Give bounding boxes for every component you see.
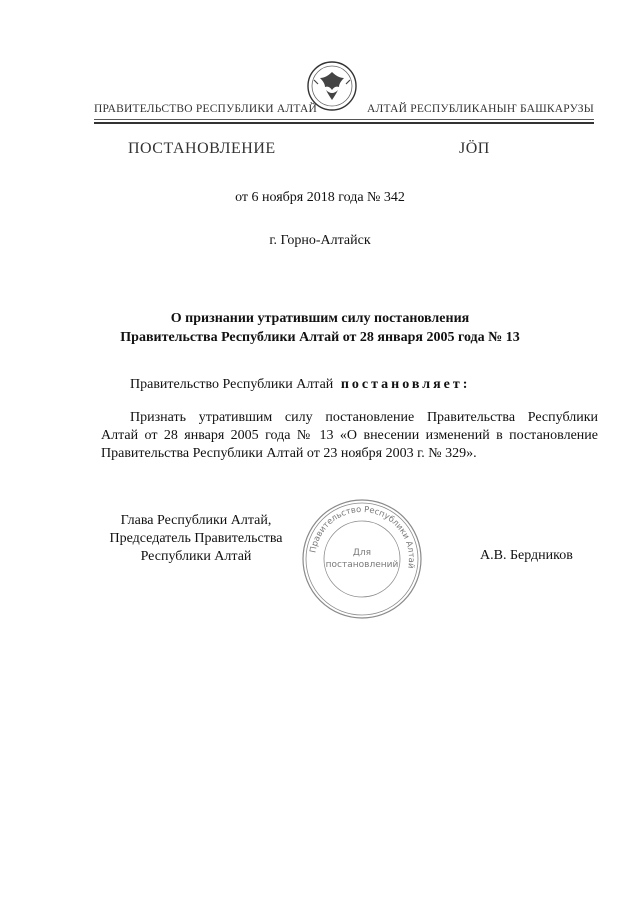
preamble [130, 377, 470, 393]
title-line: Правительства Республики Алтай от 28 января 2005 года № 13 [120, 330, 520, 345]
signatory-line: Председатель Правительства [109, 531, 283, 546]
stamp-center-line: постановлений [325, 560, 399, 570]
title-line: О признании утратившим силу постановления [170, 311, 470, 326]
document-city: г. Горно-Алтайск [269, 233, 371, 248]
body-line: Алтай от 28 января 2005 года № 13 «О внесении изменений в постановление [101, 428, 598, 443]
letterhead-right: АЛТАЙ РЕСПУБЛИКАНЫҤ БАШКАРУЗЫ [367, 103, 594, 115]
signatory-line: Республики Алтай [140, 549, 252, 564]
document-body [101, 409, 598, 463]
document-type: ПОСТАНОВЛЕНИЕ [128, 140, 276, 157]
letterhead [94, 100, 594, 118]
letterhead-rule-thin [94, 119, 594, 120]
signatory-position [101, 512, 291, 566]
signatory-line: Глава Республики Алтай, [120, 513, 272, 528]
body-line: Правительства Республики Алтай от 23 ноября 2003 г. № 329». [101, 446, 477, 461]
preamble-subject: Правительство Республики Алтай [130, 377, 334, 392]
signatory-name: А.В. Бердников [480, 548, 573, 563]
body-line: Признать утратившим силу постановление Правительства Республики [130, 410, 598, 425]
official-stamp [300, 497, 424, 621]
document-title [0, 309, 640, 347]
preamble-verb: постановляет: [340, 377, 471, 392]
stamp-ring-text-path: Правительство Республики Алтай [307, 503, 418, 570]
stamp-center-line: Для [352, 548, 372, 558]
letterhead-rule-thick [94, 122, 594, 124]
document-date-number: от 6 ноября 2018 года № 342 [235, 190, 405, 205]
document-type-altai: JÖП [459, 140, 490, 157]
letterhead-left: ПРАВИТЕЛЬСТВО РЕСПУБЛИКИ АЛТАЙ [94, 103, 318, 115]
